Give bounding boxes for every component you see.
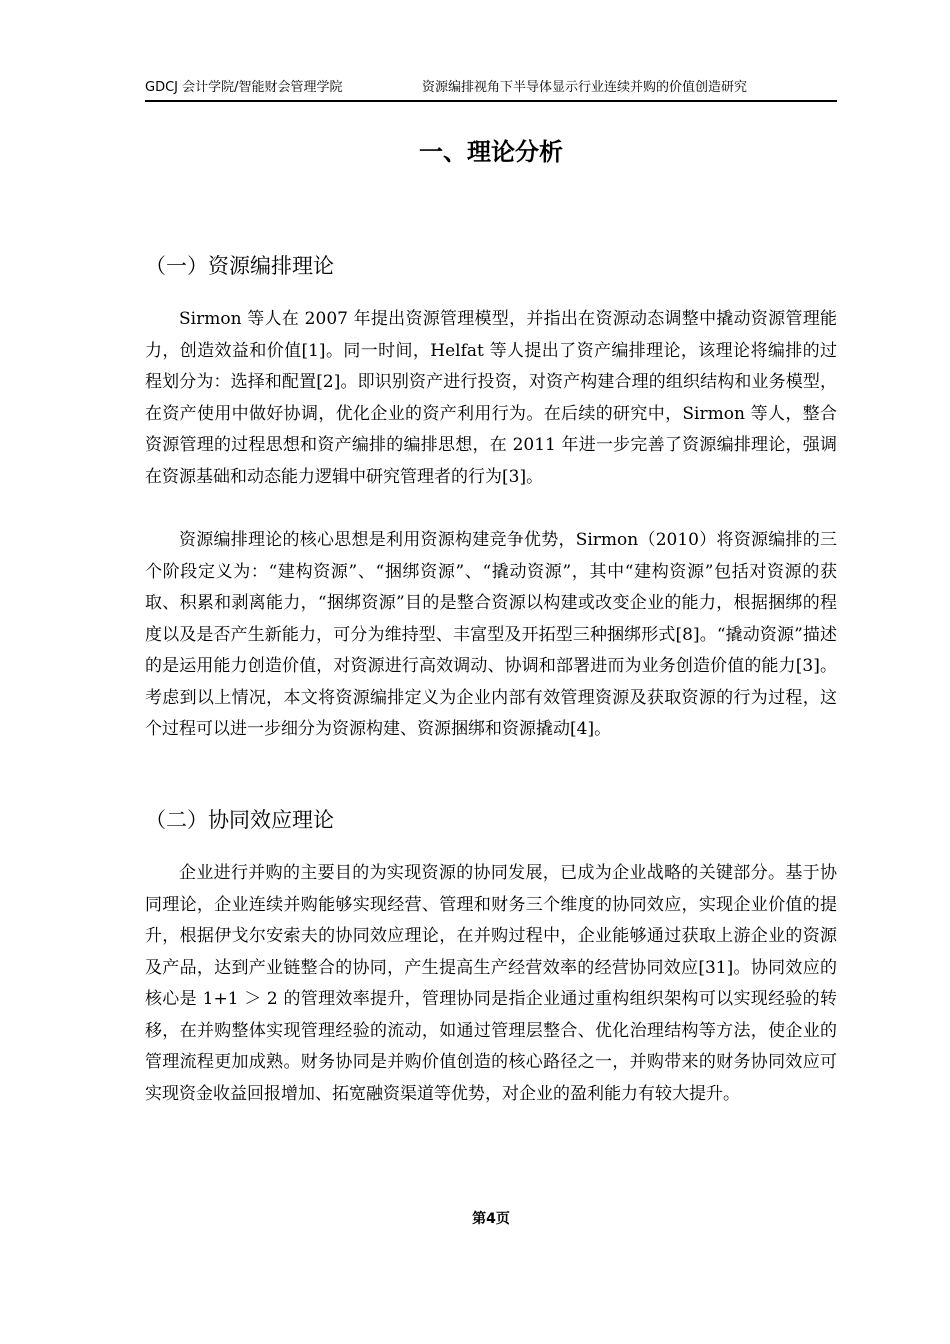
body-paragraph: 资源编排理论的核心思想是利用资源构建竞争优势，Sirmon（2010）将资源编排的三个阶段定义为：“建构资源”、“捆绑资源”、“撬动资源”，其中“建构资源”包括对资源的获取、积累和剥离能力，“捆绑资源”目的是整合资源以构建或改变企业的能力，根据捆绑的程度以及是否产生新能力，可分为维持型、丰富型及开拓型三种捆绑形式[8]。“撬动资源”描述的是运用能力创造价值，对资源进行高效调动、协调和部署进而为业务创造价值的能力[3]。考虑到以上情况，本文将资源编排定义为企业内部有效管理资源及获取资源的行为过程，这个过程可以进一步细分为资源构建、资源捆绑和资源撬动[4]。	[145, 530, 837, 739]
chapter-title: 一、理论分析	[419, 138, 563, 166]
header-institution: GDCJ 会计学院/智能财会管理学院	[145, 80, 343, 95]
header-divider	[145, 100, 837, 102]
body-paragraph: 企业进行并购的主要目的为实现资源的协同发展，已成为企业战略的关键部分。基于协同理论，企业连续并购能够实现经营、管理和财务三个维度的协同效应，实现企业价值的提升，根据伊戈尔安索夫的协同效应理论，在并购过程中，企业能够通过获取上游企业的资源及产品，达到产业链整合的协同，产生提高生产经营效率的经营协同效应[31]。协同效应的核心是 1+1 ＞ 2 的管理效率提升，管理协同是指企业通过重构组织架构可以实现经验的转移，在并购整体实现管理经验的流动，如通过管理层整合、优化治理结构等方法，使企业的管理流程更加成熟。财务协同是并购价值创造的核心路径之一，并购带来的财务协同效应可实现资金收益回报增加、拓宽融资渠道等优势，对企业的盈利能力有较大提升。	[145, 863, 837, 1104]
body-paragraph: Sirmon 等人在 2007 年提出资源管理模型，并指出在资源动态调整中撬动资源管理能力，创造效益和价值[1]。同一时间，Helfat 等人提出了资产编排理论，该理论将编排的过程划分为：选择和配置[2]。即识别资产进行投资，对资产构建合理的组织结构和业务模型，在资产使用中做好协调，优化企业的资产利用行为。在后续的研究中，Sirmon 等人，整合资源管理的过程思想和资产编排的编排思想，在 2011 年进一步完善了资源编排理论，强调在资源基础和动态能力逻辑中研究管理者的行为[3]。	[145, 309, 837, 487]
section-heading-resource-orchestration: （一）资源编排理论	[145, 254, 334, 278]
section-heading-synergy-theory: （二）协同效应理论	[145, 808, 334, 832]
running-header	[145, 78, 837, 100]
header-thesis-title: 资源编排视角下半导体显示行业连续并购的价值创造研究	[422, 80, 748, 95]
page-number: 第4页	[472, 1211, 510, 1227]
